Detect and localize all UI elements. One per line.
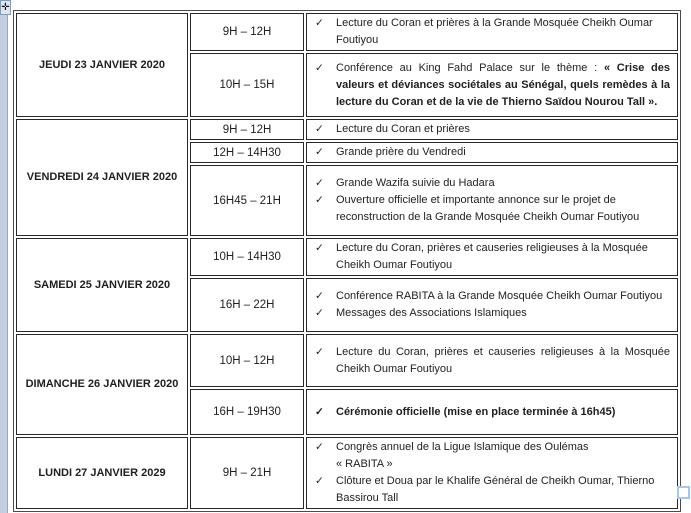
program-table [13,10,681,512]
check-icon: ✓ [315,475,324,487]
agenda-item-text-bold: « Crise des valeurs et déviances sociétales au Sénégal, quels remèdes à la lecture du Coran et de la vie de Thierno Saïdou Nourou Tall ». [336,61,670,108]
agenda-item-text: Cérémonie officielle (mise en place terminée à 16h45) [336,405,616,418]
time-cell[interactable]: 9H – 12H [190,13,304,51]
agenda-item [315,60,670,111]
check-icon: ✓ [315,441,324,453]
agenda-item-text: Conférence RABITA à la Grande Mosquée Cheikh Oumar Foutiyou [336,290,663,302]
agenda-item-text: Grande Wazifa suivie du Hadara [336,177,495,189]
activity-cell[interactable] [306,119,678,140]
time-cell[interactable]: 16H45 – 21H [190,165,304,236]
agenda-item-text: Lecture du Coran, prières et causeries religieuses à la Mosquée Cheikh Oumar Foutiyou [336,242,648,271]
table-row [16,13,678,51]
time-cell[interactable]: 10H – 15H [190,53,304,117]
check-icon: ✓ [315,146,324,158]
agenda-item [315,305,670,322]
check-icon: ✓ [315,242,324,254]
table-row [16,437,678,509]
check-icon: ✓ [315,307,324,319]
agenda-item-text: Ouverture officielle et importante annonce sur le projet de reconstruction de la Grande Mosquée Cheikh Oumar Foutiyou [336,194,640,223]
check-icon: ✓ [315,194,324,206]
date-cell-lundi[interactable]: LUNDI 27 JANVIER 2029 [16,437,188,509]
check-icon: ✓ [315,61,324,74]
agenda-item [315,344,670,378]
agenda-item [315,404,670,421]
agenda-item-text: Clôture et Doua par le Khalife Général de Cheikh Oumar, Thierno Bassirou Tall [336,475,655,504]
agenda-item-text: Lecture du Coran et prières [336,123,470,135]
agenda-item-line2: « RABITA » [336,458,393,470]
agenda-item-text [336,439,670,473]
activity-cell[interactable] [306,389,678,435]
activity-cell[interactable] [306,165,678,236]
date-cell-dimanche[interactable]: DIMANCHE 26 JANVIER 2020 [16,334,188,435]
time-cell[interactable]: 10H – 14H30 [190,238,304,276]
agenda-item [315,240,670,274]
activity-cell[interactable] [306,13,678,51]
agenda-item-text: Lecture du Coran, prières et causeries religieuses à la Mosquée Cheikh Oumar Foutiyou [336,345,670,375]
agenda-item-text: Lecture du Coran et prières à la Grande Mosquée Cheikh Oumar Foutiyou [336,17,653,46]
date-cell-jeudi[interactable]: JEUDI 23 JANVIER 2020 [16,13,188,117]
left-gutter [0,0,8,513]
check-icon: ✓ [315,345,324,358]
time-cell[interactable]: 10H – 12H [190,334,304,387]
activity-cell[interactable] [306,238,678,276]
agenda-item [315,144,670,161]
activity-cell[interactable] [306,334,678,387]
table-row [16,334,678,387]
check-icon: ✓ [315,123,324,135]
date-cell-vendredi[interactable]: VENDREDI 24 JANVIER 2020 [16,119,188,236]
activity-cell[interactable] [306,142,678,163]
agenda-item [315,473,670,507]
time-cell[interactable]: 9H – 12H [190,119,304,140]
date-cell-samedi[interactable]: SAMEDI 25 JANVIER 2020 [16,238,188,332]
activity-cell[interactable] [306,53,678,117]
agenda-item [315,121,670,138]
activity-cell[interactable] [306,278,678,332]
agenda-item [315,288,670,305]
table-row [16,119,678,140]
agenda-item [315,15,670,49]
table-move-handle-icon[interactable]: ✛ [1,2,10,13]
check-icon: ✓ [315,290,324,302]
check-icon: ✓ [315,177,324,189]
agenda-item-line1: Congrès annuel de la Ligue Islamique des Oulémas [336,441,589,453]
table-row [16,238,678,276]
time-cell[interactable]: 16H – 22H [190,278,304,332]
agenda-item [315,439,670,473]
table-resize-handle[interactable] [677,486,690,499]
agenda-item-text [336,60,670,111]
activity-cell[interactable] [306,437,678,509]
agenda-item-text-normal: Conférence au King Fahd Palace sur le thème : [336,61,604,74]
check-icon: ✓ [315,405,324,418]
agenda-item [315,192,670,226]
agenda-item-text: Messages des Associations Islamiques [336,307,527,319]
agenda-item [315,175,670,192]
check-icon: ✓ [315,17,324,29]
agenda-item-text: Grande prière du Vendredi [336,146,466,158]
time-cell[interactable]: 12H – 14H30 [190,142,304,163]
time-cell[interactable]: 16H – 19H30 [190,389,304,435]
time-cell[interactable]: 9H – 21H [190,437,304,509]
